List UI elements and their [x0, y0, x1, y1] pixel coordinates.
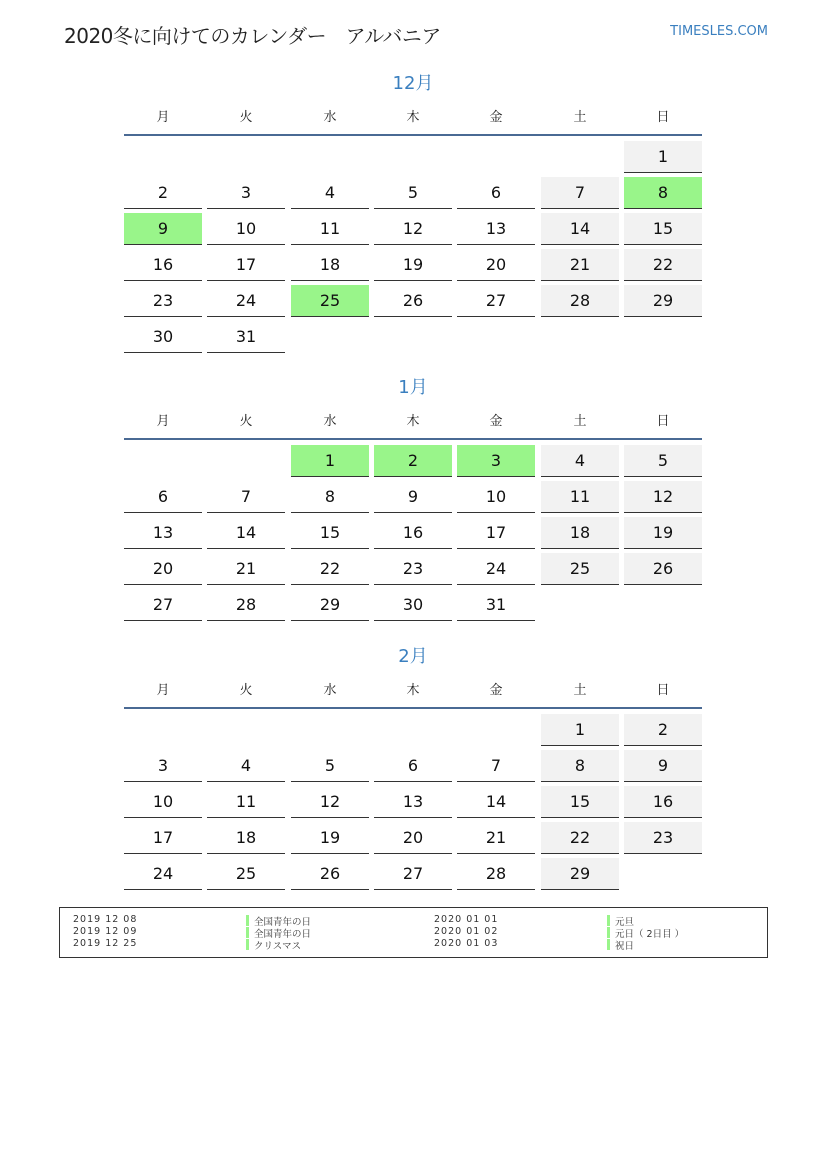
day-cell: 25: [207, 858, 285, 890]
legend-holiday-name: 元旦: [615, 917, 635, 928]
weekday-label: 火: [239, 110, 253, 125]
site-link[interactable]: TIMESLES.COM: [670, 24, 768, 39]
day-cell: 4: [207, 750, 285, 782]
day-cell: 8: [291, 481, 369, 513]
day-cell: 23: [124, 285, 202, 317]
weekday-label: 木: [406, 683, 420, 698]
month-january: [124, 376, 702, 614]
holiday-day-cell: 25: [291, 285, 369, 317]
day-cell: 12: [624, 481, 702, 513]
legend-color-marker: [246, 939, 249, 950]
weekday-label: 月: [156, 110, 170, 125]
day-cell: 2: [624, 714, 702, 746]
day-cell: 24: [207, 285, 285, 317]
day-cell: 6: [124, 481, 202, 513]
day-cell: 30: [124, 321, 202, 353]
page-title: 2020冬に向けてのカレンダー アルバニア: [64, 24, 441, 48]
day-cell: 15: [291, 517, 369, 549]
weekday-label: 日: [656, 683, 670, 698]
day-cell: 18: [541, 517, 619, 549]
day-cell: 10: [207, 213, 285, 245]
weekday-label: 水: [323, 414, 337, 429]
legend-date: 2019 12 08: [73, 914, 138, 925]
day-cell: 16: [374, 517, 452, 549]
legend-holiday-name: 全国青年の日: [254, 917, 312, 928]
day-cell: 24: [457, 553, 535, 585]
holiday-day-cell: 2: [374, 445, 452, 477]
day-cell: 21: [457, 822, 535, 854]
weekday-label: 土: [573, 110, 587, 125]
day-cell: 9: [374, 481, 452, 513]
day-cell: 29: [541, 858, 619, 890]
day-cell: 13: [457, 213, 535, 245]
day-cell: 1: [624, 141, 702, 173]
day-cell: 27: [457, 285, 535, 317]
month-december: [124, 72, 702, 346]
day-cell: 12: [374, 213, 452, 245]
weekday-label: 月: [156, 683, 170, 698]
holiday-day-cell: 3: [457, 445, 535, 477]
day-cell: 27: [124, 589, 202, 621]
month-name: 2月: [398, 646, 428, 667]
weekday-label: 水: [323, 683, 337, 698]
month-name: 12月: [392, 73, 434, 94]
day-cell: 2: [124, 177, 202, 209]
legend-color-marker: [607, 927, 610, 938]
legend-color-marker: [246, 927, 249, 938]
day-cell: 16: [624, 786, 702, 818]
month-name: 1月: [398, 377, 428, 398]
day-cell: 4: [291, 177, 369, 209]
holiday-day-cell: 1: [291, 445, 369, 477]
day-cell: 29: [624, 285, 702, 317]
weekday-label: 火: [239, 414, 253, 429]
weekday-label: 木: [406, 414, 420, 429]
legend-holiday-name: 元日（ 2日目 ）: [615, 929, 685, 940]
day-cell: 18: [207, 822, 285, 854]
day-cell: 26: [291, 858, 369, 890]
day-cell: 11: [541, 481, 619, 513]
holiday-day-cell: 8: [624, 177, 702, 209]
day-cell: 4: [541, 445, 619, 477]
day-cell: 13: [374, 786, 452, 818]
day-cell: 13: [124, 517, 202, 549]
legend-holiday-name: 全国青年の日: [254, 929, 312, 940]
weekday-label: 火: [239, 683, 253, 698]
day-cell: 18: [291, 249, 369, 281]
weekday-label: 金: [489, 414, 503, 429]
legend-date: 2020 01 01: [434, 914, 499, 925]
weekday-header: [124, 400, 702, 440]
weekday-label: 日: [656, 110, 670, 125]
day-cell: 21: [541, 249, 619, 281]
day-cell: 19: [291, 822, 369, 854]
day-cell: 31: [207, 321, 285, 353]
weekday-label: 金: [489, 683, 503, 698]
legend-date: 2020 01 02: [434, 926, 499, 937]
day-cell: 5: [374, 177, 452, 209]
month-february: [124, 645, 702, 883]
day-cell: 22: [541, 822, 619, 854]
day-cell: 23: [374, 553, 452, 585]
day-cell: 26: [374, 285, 452, 317]
day-cell: 17: [457, 517, 535, 549]
day-cell: 7: [207, 481, 285, 513]
day-cell: 26: [624, 553, 702, 585]
day-cell: 23: [624, 822, 702, 854]
day-cell: 1: [541, 714, 619, 746]
day-cell: 19: [624, 517, 702, 549]
day-cell: 16: [124, 249, 202, 281]
day-cell: 3: [207, 177, 285, 209]
day-cell: 14: [541, 213, 619, 245]
weekday-label: 金: [489, 110, 503, 125]
day-cell: 11: [207, 786, 285, 818]
weekday-label: 月: [156, 414, 170, 429]
day-cell: 25: [541, 553, 619, 585]
holiday-legend: [59, 907, 768, 958]
day-cell: 19: [374, 249, 452, 281]
day-cell: 29: [291, 589, 369, 621]
day-cell: 17: [124, 822, 202, 854]
day-cell: 30: [374, 589, 452, 621]
day-cell: 12: [291, 786, 369, 818]
weekday-label: 土: [573, 683, 587, 698]
day-cell: 7: [541, 177, 619, 209]
day-cell: 15: [624, 213, 702, 245]
day-cell: 6: [374, 750, 452, 782]
day-cell: 10: [124, 786, 202, 818]
legend-holiday-name: 祝日: [615, 941, 635, 952]
day-cell: 5: [291, 750, 369, 782]
day-cell: 10: [457, 481, 535, 513]
day-cell: 14: [457, 786, 535, 818]
day-cell: 22: [291, 553, 369, 585]
day-cell: 28: [541, 285, 619, 317]
day-cell: 28: [457, 858, 535, 890]
day-cell: 27: [374, 858, 452, 890]
day-cell: 6: [457, 177, 535, 209]
day-cell: 7: [457, 750, 535, 782]
weekday-label: 木: [406, 110, 420, 125]
legend-color-marker: [607, 915, 610, 926]
legend-color-marker: [607, 939, 610, 950]
day-cell: 21: [207, 553, 285, 585]
weekday-header: [124, 96, 702, 136]
legend-holiday-name: クリスマス: [254, 941, 302, 952]
legend-date: 2020 01 03: [434, 938, 499, 949]
day-cell: 20: [457, 249, 535, 281]
day-cell: 3: [124, 750, 202, 782]
day-cell: 24: [124, 858, 202, 890]
weekday-header: [124, 669, 702, 709]
weekday-label: 水: [323, 110, 337, 125]
day-cell: 9: [624, 750, 702, 782]
legend-date: 2019 12 09: [73, 926, 138, 937]
day-cell: 5: [624, 445, 702, 477]
day-cell: 22: [624, 249, 702, 281]
weekday-label: 土: [573, 414, 587, 429]
day-cell: 20: [374, 822, 452, 854]
day-cell: 11: [291, 213, 369, 245]
day-cell: 31: [457, 589, 535, 621]
holiday-day-cell: 9: [124, 213, 202, 245]
day-cell: 15: [541, 786, 619, 818]
day-cell: 8: [541, 750, 619, 782]
day-cell: 28: [207, 589, 285, 621]
legend-date: 2019 12 25: [73, 938, 138, 949]
day-cell: 14: [207, 517, 285, 549]
weekday-label: 日: [656, 414, 670, 429]
day-cell: 17: [207, 249, 285, 281]
day-cell: 20: [124, 553, 202, 585]
legend-color-marker: [246, 915, 249, 926]
